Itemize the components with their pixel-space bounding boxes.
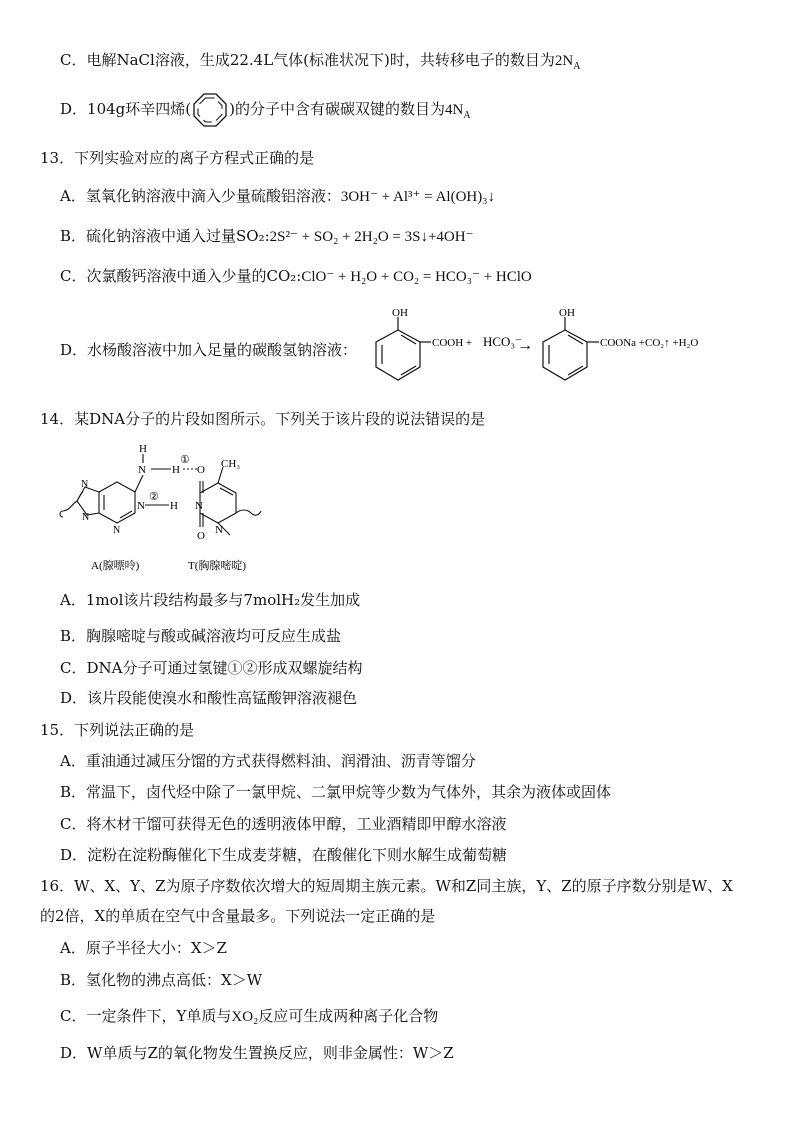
h-bond2-label: H [170,500,178,512]
hbond-1-label: ① [180,454,190,466]
oh-label-product: OH [559,307,575,319]
q15-stem: 15．下列说法正确的是 [40,721,195,739]
q13-option-b-equation: 2S²⁻ + SO₂ + 2H₂O = 3S↓+4OH⁻ [269,229,474,245]
q13-option-b [60,226,474,247]
q13-option-d-text: D．水杨酸溶液中加入足量的碳酸氢钠溶液： [60,341,358,359]
dna-base-pair-figure [55,435,285,583]
q16-option-b: B．氢化物的沸点高低：X＞W [60,971,263,989]
q13-stem: 13．下列实验对应的离子方程式正确的是 [40,149,315,167]
oh-label-reactant: OH [392,307,408,319]
q16-option-c-formula: XO₂ [231,1009,259,1025]
hco3-label: HCO₃⁻ [483,334,522,349]
q16-option-d: D．W单质与Z的氧化物发生置换反应，则非金属性：W＞Z [60,1044,454,1062]
q16-option-c [60,1006,438,1027]
q14-option-a: A．1mol该片段结构最多与7molH₂发生加成 [60,591,361,609]
n-ring1-label: N [81,479,89,490]
q12-option-d-sub: A [463,110,471,121]
n-thymine1-label: N [195,500,203,512]
q13-option-c-text: C．次氯酸钙溶液中通入少量的CO₂: [60,267,302,285]
n-thymine2-label: N [215,524,223,536]
arrow-icon: → [517,337,533,354]
salicylic-acid-reaction [365,305,745,390]
caption-adenine: A(腺嘌呤) [91,560,140,572]
q13-option-a-equation: 3OH⁻ + Al³⁺ = Al(OH)₃↓ [340,189,495,205]
ch3-label: CH₃ [221,458,241,470]
q12-option-d-post: )的分子中含有碳碳双键的数目为 [229,100,445,118]
q13-option-a [60,186,495,207]
q16-stem-line1: 16．W、X、Y、Z为原子序数依次增大的短周期主族元素。W和Z同主族，Y、Z的原子序数分别是W、X [40,877,733,895]
cooh-label: COOH + [432,337,473,349]
q13-option-c [60,266,532,287]
q15-option-c: C．将木材干馏可获得无色的透明液体甲醇，工业酒精即甲醇水溶液 [60,815,507,833]
q14-option-c: C．DNA分子可通过氢键①②形成双螺旋结构 [60,659,363,677]
hbond-2-label: ② [149,491,159,503]
caption-thymine: T(胸腺嘧啶) [188,560,247,572]
h-top-label: H [139,443,147,455]
q16-stem-line2: 的2倍，X的单质在空气中含量最多。下列说法一定正确的是 [40,907,436,925]
q12-option-d [60,99,471,120]
benzene-ring-product [543,317,599,380]
q13-option-c-equation: ClO⁻ + H₂O + CO₂ = HCO₃⁻ + HClO [301,269,532,285]
q15-option-b: B．常温下，卤代烃中除了一氯甲烷、二氯甲烷等少数为气体外，其余为液体或固体 [60,783,612,801]
o-top-label: O [197,464,205,476]
q15-option-d: D．淀粉在淀粉酶催化下生成麦芽糖，在酸催化下则水解生成葡萄糖 [60,846,508,864]
q16-option-a: A．原子半径大小：X＞Z [60,939,227,957]
cyclooctatetraene-icon [191,91,229,129]
q14-option-d: D．该片段能使溴水和酸性高锰酸钾溶液褪色 [60,689,358,707]
n-ring2-label: N [82,512,90,523]
q12-option-c-value: 2N [554,53,574,69]
n-ring3-label: N [113,525,121,536]
benzene-ring-reactant [376,317,431,380]
q16-option-c-pre: C．一定条件下，Y单质与 [60,1007,232,1025]
h-bond1-label: H [172,464,180,476]
n-bond2-label: N [137,500,145,512]
o-bottom-label: O [197,530,205,542]
q16-option-c-post: 反应可生成两种离子化合物 [258,1007,439,1025]
q14-stem: 14．某DNA分子的片段如图所示。下列关于该片段的说法错误的是 [40,410,486,428]
q12-option-d-pre: D．104g环辛四烯( [60,100,192,118]
q12-option-c-text: C．电解NaCl溶液，生成22.4L气体(标准状况下)时，共转移电子的数目为 [60,51,555,69]
n-amine-label: N [138,464,146,476]
q13-option-a-text: A．氢氧化钠溶液中滴入少量硫酸铝溶液： [60,187,341,205]
q14-option-b: B．胸腺嘧啶与酸或碱溶液均可反应生成盐 [60,627,342,645]
q12-option-c-sub: A [573,61,581,72]
q13-option-b-text: B．硫化钠溶液中通入过量SO₂: [60,227,270,245]
q15-option-a: A．重油通过减压分馏的方式获得燃料油、润滑油、沥青等馏分 [60,752,476,770]
q12-option-d-value: 4N [444,102,464,118]
coona-label: COONa +CO₂↑ +H₂O [600,337,699,349]
q12-option-c [60,50,580,71]
